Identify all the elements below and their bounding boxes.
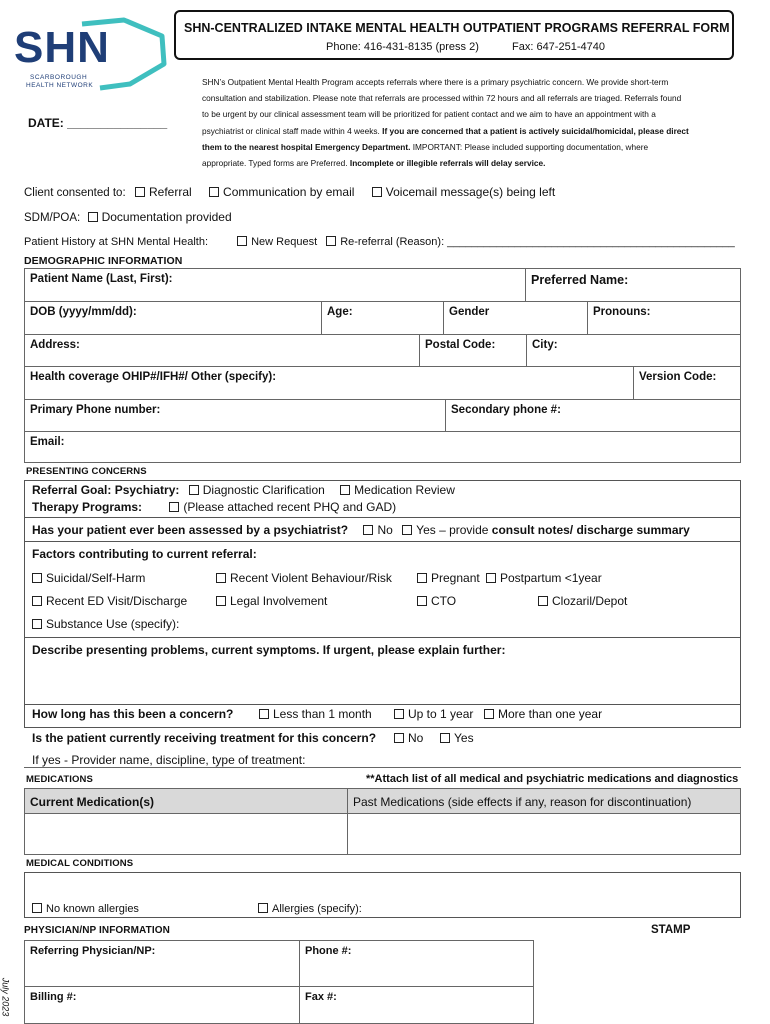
- treatment-question: Is the patient currently receiving treatment for this concern?: [32, 731, 377, 745]
- current-medications-label: Current Medication(s): [30, 795, 155, 809]
- intro-line: consultation and stabilization. Please note that referrals are processed within 72 hours and all referrals are triaged. Referrals found: [202, 93, 682, 104]
- email-field[interactable]: [24, 431, 741, 463]
- less-than-month-checkbox[interactable]: [259, 709, 269, 719]
- shn-logo: [12, 16, 172, 96]
- assessed-row: [32, 523, 690, 537]
- billing-field[interactable]: [24, 986, 300, 1024]
- referral-goal-label: Referral Goal: Psychiatry:: [32, 483, 180, 497]
- factors-heading: Factors contributing to current referral:: [32, 547, 257, 561]
- factor-violent: [216, 571, 392, 585]
- assessed-no-checkbox[interactable]: [363, 525, 373, 535]
- version-code-field[interactable]: [633, 366, 741, 400]
- date-field[interactable]: DATE: _______________: [28, 116, 168, 130]
- primary-phone-field[interactable]: [24, 399, 446, 432]
- form-title: SHN-CENTRALIZED INTAKE MENTAL HEALTH OUTPATIENT PROGRAMS REFERRAL FORM: [184, 21, 730, 35]
- pronouns-label: Pronouns:: [593, 306, 651, 318]
- assessed-yes-checkbox[interactable]: [402, 525, 412, 535]
- assessed-yes-docs: consult notes/ discharge summary: [491, 523, 690, 537]
- physician-fax-label: Fax #:: [305, 991, 337, 1003]
- medications-heading: MEDICATIONS: [26, 774, 93, 785]
- substance-checkbox[interactable]: [32, 619, 42, 629]
- physician-phone-label: Phone #:: [305, 945, 352, 957]
- factor-legal: [216, 594, 327, 608]
- current-medications-field[interactable]: [24, 813, 348, 855]
- therapy-programs-note: (Please attached recent PHQ and GAD): [183, 500, 397, 514]
- postal-code-label: Postal Code:: [425, 339, 496, 351]
- address-label: Address:: [30, 339, 80, 351]
- howlong-question: How long has this been a concern?: [32, 707, 234, 721]
- medications-attach-note: **Attach list of all medical and psychiatric medications and diagnostics: [366, 773, 739, 785]
- revision-date: July 2023: [0, 977, 11, 1017]
- if-yes-provider-label: If yes - Provider name, discipline, type of treatment:: [32, 753, 306, 767]
- postpartum-checkbox[interactable]: [486, 573, 496, 583]
- preferred-name-field[interactable]: [525, 268, 741, 302]
- physician-heading: PHYSICIAN/NP INFORMATION: [24, 925, 170, 936]
- medication-review-checkbox[interactable]: [340, 485, 350, 495]
- past-medications-field[interactable]: [347, 813, 741, 855]
- postal-code-field[interactable]: [419, 334, 527, 367]
- age-field[interactable]: [321, 301, 444, 335]
- treatment-yes-checkbox[interactable]: [440, 733, 450, 743]
- up-to-year-label: Up to 1 year: [408, 707, 474, 721]
- health-coverage-field[interactable]: [24, 366, 634, 400]
- physician-fax-field[interactable]: [299, 986, 534, 1024]
- less-than-month-label: Less than 1 month: [273, 707, 372, 721]
- preferred-name-label: Preferred Name:: [531, 273, 629, 287]
- violent-label: Recent Violent Behaviour/Risk: [230, 571, 392, 585]
- allergies-specify: [258, 903, 362, 915]
- consent-label: Client consented to:: [24, 187, 126, 199]
- intro-line: appropriate. Typed forms are Preferred.: [202, 158, 348, 169]
- allergies-label: Allergies (specify):: [272, 903, 362, 915]
- assessed-no-label: No: [377, 523, 393, 537]
- re-referral-label: Re-referral (Reason): _______________________________________________: [340, 236, 735, 248]
- past-medications-header: [347, 788, 741, 814]
- logo-letters: SHN: [14, 23, 110, 72]
- gender-field[interactable]: [443, 301, 588, 335]
- howlong-option-2: [394, 707, 473, 721]
- treatment-yes: [440, 731, 474, 745]
- no-known-allergies-checkbox[interactable]: [32, 903, 42, 913]
- intro-warning: If you are concerned that a patient is actively suicidal/homicidal, please direct: [382, 125, 689, 136]
- secondary-phone-field[interactable]: [445, 399, 741, 432]
- city-field[interactable]: [526, 334, 741, 367]
- medication-review-label: Medication Review: [354, 483, 455, 497]
- cto-checkbox[interactable]: [417, 596, 427, 606]
- intro-text: [202, 74, 747, 171]
- legal-label: Legal Involvement: [230, 594, 328, 608]
- pronouns-field[interactable]: [587, 301, 741, 335]
- therapy-row: [32, 500, 396, 514]
- ed-visit-checkbox[interactable]: [32, 596, 42, 606]
- howlong-option-1: [259, 707, 372, 721]
- current-medications-header: [24, 788, 348, 814]
- history-label: Patient History at SHN Mental Health:: [24, 236, 209, 248]
- stamp-label: STAMP: [651, 924, 691, 936]
- referral-goal-row: [32, 483, 455, 497]
- documentation-option-label: Documentation provided: [101, 210, 232, 224]
- logo-line1: SCARBOROUGH: [30, 74, 88, 81]
- logo-line2: HEALTH NETWORK: [26, 82, 94, 89]
- postpartum-label: Postpartum <1year: [500, 571, 602, 585]
- clozaril-checkbox[interactable]: [538, 596, 548, 606]
- new-request-checkbox[interactable]: [237, 236, 247, 246]
- no-known-allergies-label: No known allergies: [46, 903, 139, 915]
- allergies-checkbox[interactable]: [258, 903, 268, 913]
- presenting-divider: [24, 767, 741, 768]
- describe-label: Describe presenting problems, current symptoms. If urgent, please explain further:: [32, 643, 506, 657]
- email-consent-checkbox[interactable]: [209, 187, 219, 197]
- factor-suicidal: [32, 571, 145, 585]
- gender-label: Gender: [449, 306, 490, 318]
- age-label: Age:: [327, 306, 353, 318]
- intro-warning: them to the nearest hospital Emergency Department.: [202, 141, 411, 152]
- header-box: [174, 10, 734, 60]
- diagnostic-clarification-checkbox[interactable]: [189, 485, 199, 495]
- factor-substance: [32, 617, 179, 631]
- intro-warning: Incomplete or illegible referrals will delay service.: [349, 158, 546, 169]
- ed-visit-label: Recent ED Visit/Discharge: [46, 594, 188, 608]
- treatment-yes-label: Yes: [454, 731, 474, 745]
- version-code-label: Version Code:: [639, 371, 717, 383]
- factor-postpartum: [486, 571, 602, 585]
- patient-name-label: Patient Name (Last, First):: [30, 273, 173, 285]
- intro-line: IMPORTANT: Please included supporting documentation, where: [412, 141, 649, 152]
- secondary-phone-label: Secondary phone #:: [451, 404, 561, 416]
- header-fax: Fax: 647-251-4740: [512, 41, 605, 53]
- re-referral-checkbox[interactable]: [326, 236, 336, 246]
- substance-label: Substance Use (specify):: [46, 617, 180, 631]
- howlong-option-3: [484, 707, 602, 721]
- suicidal-checkbox[interactable]: [32, 573, 42, 583]
- factor-ed-visit: [32, 594, 187, 608]
- email-option-label: Communication by email: [223, 185, 355, 199]
- diagnostic-clarification-label: Diagnostic Clarification: [202, 483, 325, 497]
- legal-checkbox[interactable]: [216, 596, 226, 606]
- assessed-yes-label: Yes – provide: [416, 523, 489, 537]
- therapy-programs-checkbox[interactable]: [169, 502, 179, 512]
- history-row: [24, 236, 735, 248]
- intro-line: psychiatrist or clinical staff made within 4 weeks.: [202, 125, 380, 136]
- treatment-no-checkbox[interactable]: [394, 733, 404, 743]
- referral-option-label: Referral: [149, 185, 192, 199]
- up-to-year-checkbox[interactable]: [394, 709, 404, 719]
- therapy-programs-label: Therapy Programs:: [32, 500, 143, 514]
- sdm-row: [24, 210, 232, 224]
- billing-label: Billing #:: [30, 991, 77, 1003]
- treatment-no-label: No: [408, 731, 424, 745]
- suicidal-label: Suicidal/Self-Harm: [46, 571, 146, 585]
- intro-line: to be urgent by our clinical assessment team will be prioritized for patient contact and we aim to have an appointment with a: [202, 109, 656, 120]
- voicemail-checkbox[interactable]: [372, 187, 382, 197]
- header-phone: Phone: 416-431-8135 (press 2): [326, 41, 479, 53]
- factor-clozaril: [538, 594, 627, 608]
- treatment-no: [394, 731, 423, 745]
- documentation-checkbox[interactable]: [88, 212, 98, 222]
- assessed-question: Has your patient ever been assessed by a psychiatrist?: [32, 523, 349, 537]
- intro-line: SHN’s Outpatient Mental Health Program accepts referrals where there is a primary psychiatric concern. We provide short-term: [202, 77, 669, 87]
- referral-checkbox[interactable]: [135, 187, 145, 197]
- dob-field[interactable]: [24, 301, 322, 335]
- presenting-heading: PRESENTING CONCERNS: [26, 466, 147, 477]
- howlong-row: [32, 707, 233, 721]
- demographic-heading: DEMOGRAPHIC INFORMATION: [24, 255, 183, 267]
- past-medications-label: Past Medications (side effects if any, reason for discontinuation): [353, 795, 692, 809]
- dob-label: DOB (yyyy/mm/dd):: [30, 306, 137, 318]
- pregnant-checkbox[interactable]: [417, 573, 427, 583]
- more-than-year-label: More than one year: [498, 707, 603, 721]
- factor-cto: [417, 594, 456, 608]
- no-known-allergies: [32, 903, 139, 915]
- city-label: City:: [532, 339, 558, 351]
- medical-heading: MEDICAL CONDITIONS: [26, 858, 134, 869]
- address-field[interactable]: [24, 334, 420, 367]
- pregnant-label: Pregnant: [431, 571, 480, 585]
- patient-name-field[interactable]: [24, 268, 526, 302]
- physician-phone-field[interactable]: [299, 940, 534, 987]
- more-than-year-checkbox[interactable]: [484, 709, 494, 719]
- factor-pregnant: [417, 571, 480, 585]
- health-coverage-label: Health coverage OHIP#/IFH#/ Other (specify):: [30, 371, 277, 383]
- voicemail-option-label: Voicemail message(s) being left: [385, 185, 556, 199]
- clozaril-label: Clozaril/Depot: [552, 594, 628, 608]
- email-label: Email:: [30, 436, 65, 448]
- new-request-label: New Request: [251, 236, 318, 248]
- referring-physician-label: Referring Physician/NP:: [30, 945, 156, 957]
- sdm-label: SDM/POA:: [24, 212, 81, 224]
- consent-row: [24, 185, 555, 199]
- violent-checkbox[interactable]: [216, 573, 226, 583]
- referring-physician-field[interactable]: [24, 940, 300, 987]
- primary-phone-label: Primary Phone number:: [30, 404, 161, 416]
- cto-label: CTO: [431, 594, 457, 608]
